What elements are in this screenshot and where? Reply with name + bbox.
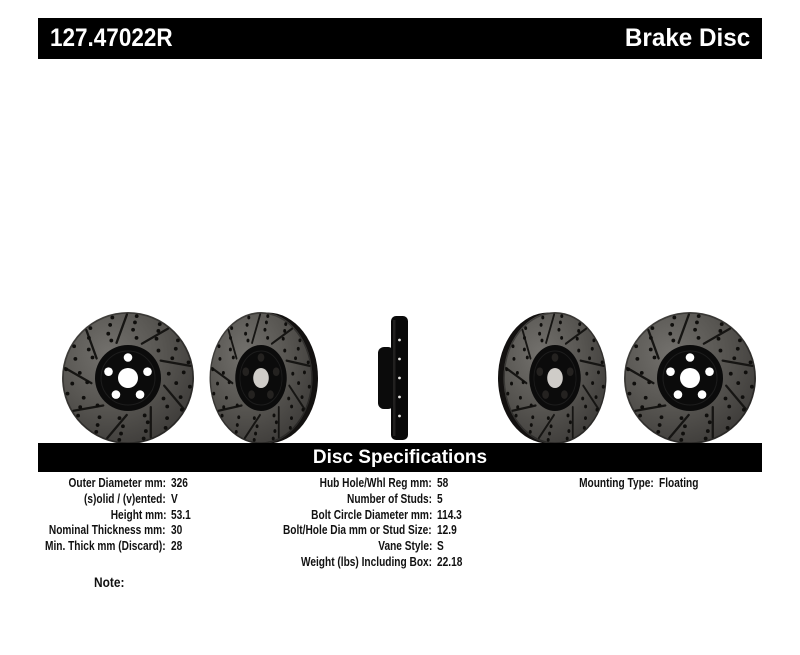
brake-disc-front-image-2 [623, 311, 757, 445]
header-bar [38, 18, 762, 59]
spec-row [38, 475, 188, 491]
spec-value: 114.3 [437, 506, 462, 522]
spec-label: Hub Hole/Whl Reg mm: [319, 475, 432, 490]
part-number: 127.47022R [50, 24, 173, 52]
spec-value: 12.9 [437, 522, 457, 538]
spec-value: 53.1 [171, 506, 191, 522]
spec-row [280, 538, 444, 554]
spec-label: Nominal Thickness mm: [49, 522, 166, 538]
spec-section-header [38, 443, 762, 472]
spec-label: Vane Style: [377, 538, 432, 554]
spec-label: Mounting Type: [579, 475, 654, 490]
spec-value: Floating [659, 475, 699, 490]
spec-value: S [437, 538, 444, 554]
spec-label: Bolt/Hole Dia mm or Stud Size: [283, 522, 432, 538]
spec-column-right [540, 475, 699, 491]
spec-column-left [38, 475, 191, 554]
spec-row [540, 475, 699, 491]
spec-row [38, 490, 178, 507]
spec-label: Outer Diameter mm: [68, 475, 166, 490]
spec-section-title: Disc Specifications [312, 446, 488, 468]
spec-label: (s)olid / (v)ented: [84, 490, 166, 506]
spec-value: 326 [171, 475, 188, 490]
spec-row [38, 538, 183, 554]
spec-label: Weight (lbs) Including Box: [300, 553, 432, 569]
spec-value: 58 [437, 475, 449, 490]
spec-value: 22.18 [437, 553, 463, 569]
spec-row [38, 506, 191, 523]
brake-disc-angled-right-image [204, 311, 318, 445]
spec-row [280, 490, 443, 507]
spec-row [280, 506, 462, 523]
product-name: Brake Disc [624, 24, 750, 52]
spec-label: Number of Studs: [346, 490, 432, 506]
brake-disc-angled-left-image [498, 311, 612, 445]
spec-label: Bolt Circle Diameter mm: [310, 506, 432, 522]
spec-value: 30 [171, 522, 183, 538]
brake-disc-side-profile-image [372, 314, 418, 442]
spec-label: Min. Thick mm (Discard): [45, 538, 166, 554]
spec-row [280, 522, 457, 538]
spec-row [280, 475, 449, 491]
spec-value: 28 [171, 538, 183, 554]
spec-row [38, 522, 183, 538]
spec-value: 5 [437, 490, 443, 506]
spec-column-middle [280, 475, 463, 570]
spec-row [280, 553, 463, 570]
note-label: Note: [94, 574, 125, 590]
spec-label: Height mm: [110, 506, 166, 522]
spec-value: V [171, 490, 178, 506]
brake-disc-front-image [61, 311, 195, 445]
